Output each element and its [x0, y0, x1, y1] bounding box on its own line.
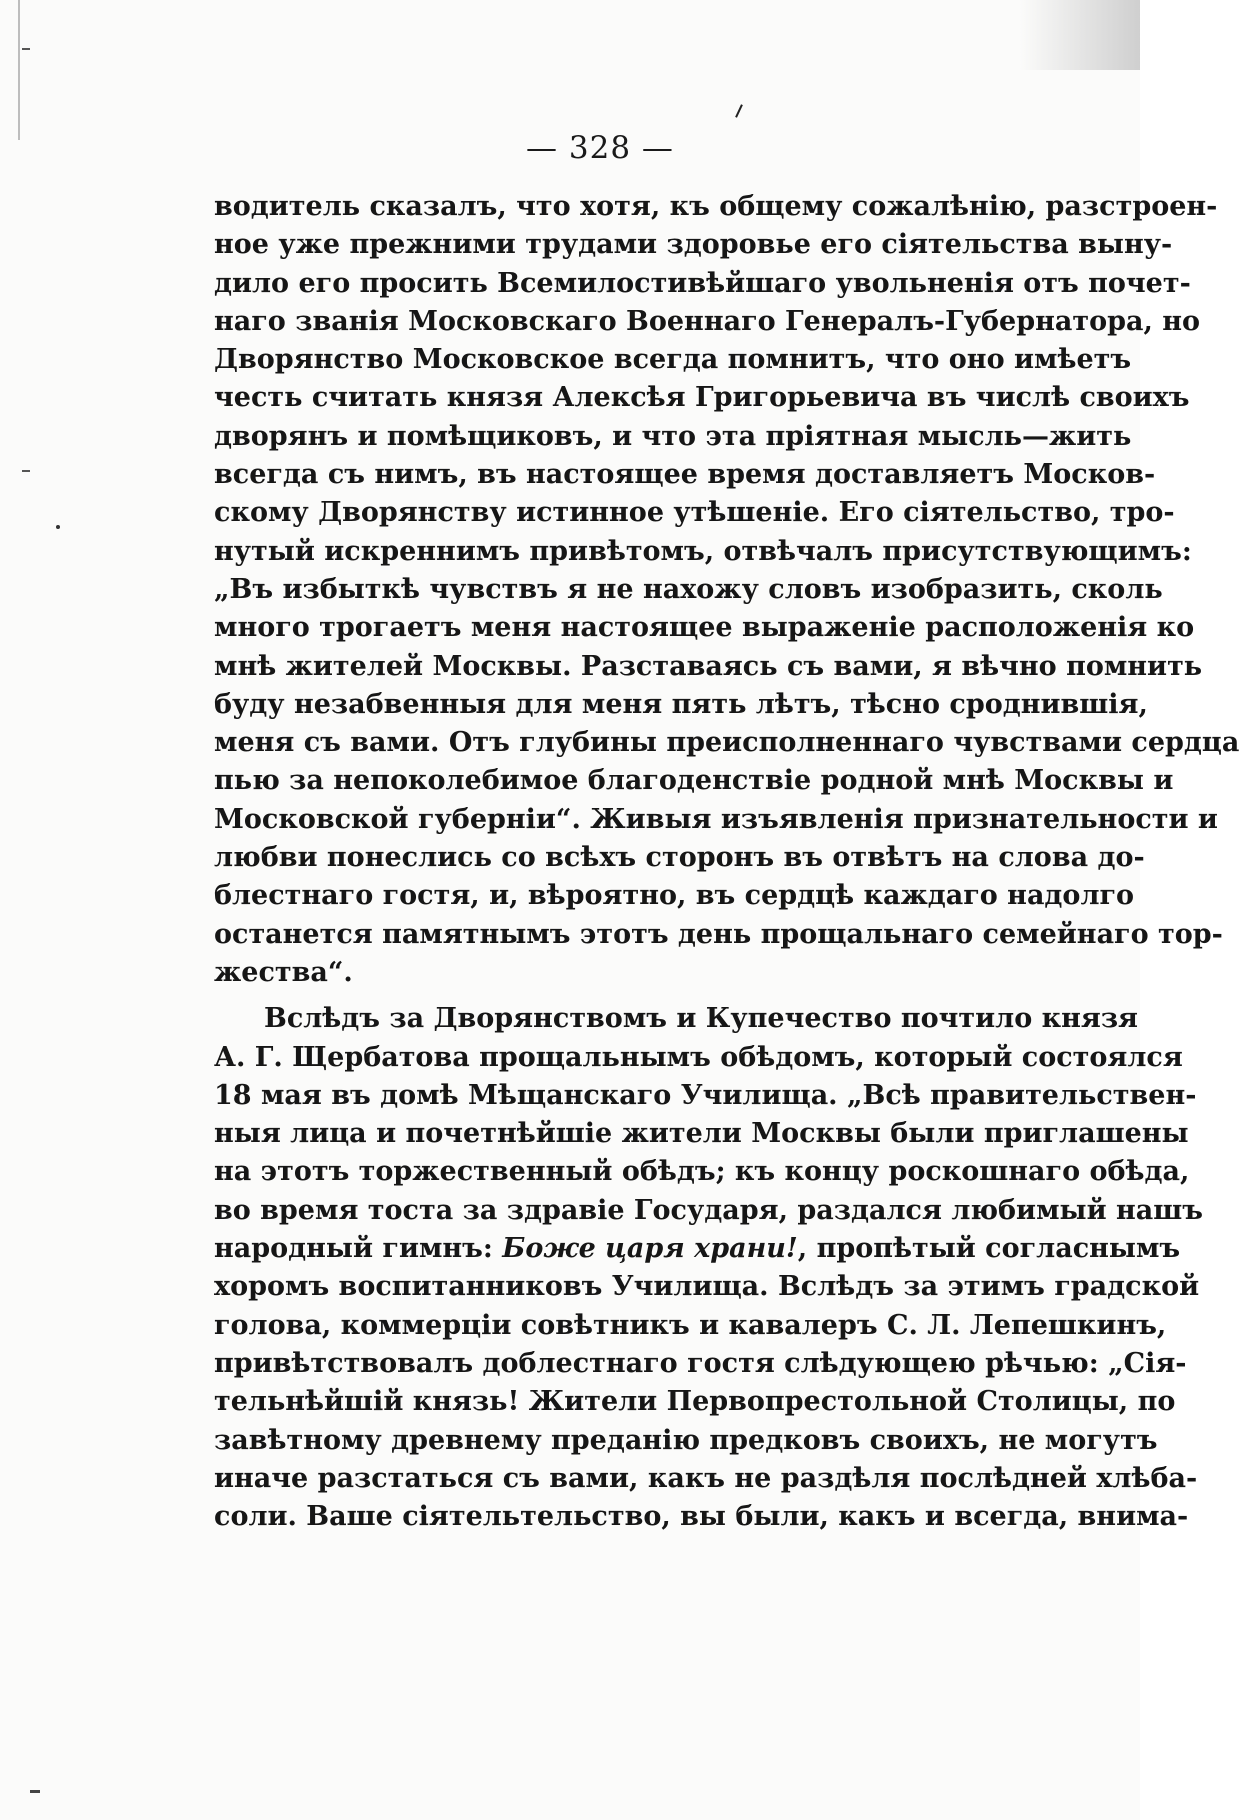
text-line: хоромъ воспитанниковъ Училища. Вслѣдъ за этимъ градской — [214, 1271, 1200, 1303]
scan-edge-line — [18, 0, 20, 140]
text-line: ныя лица и почетнѣйшiе жители Москвы были приглашены — [214, 1118, 1189, 1150]
text-line: Московской губернiи“. Живыя изъявленiя признательности и — [214, 803, 1218, 835]
scan-shadow — [1020, 0, 1140, 70]
text-line: Дворянство Московское всегда помнитъ, что оно имѣетъ — [214, 344, 1132, 376]
italic-title: Боже царя храни! — [502, 1233, 798, 1265]
text-line: блестнаго гостя, и, вѣроятно, въ сердцѣ каждаго надолго — [214, 880, 1135, 912]
text-line: ное уже прежними трудами здоровье его сiятельства выну- — [214, 229, 1173, 261]
text-line: А. Г. Щербатова прощальнымъ обѣдомъ, который состоялся — [214, 1041, 1183, 1073]
scan-speck — [30, 1790, 40, 1793]
text-line: честь считать князя Алексѣя Григорьевича въ числѣ своихъ — [214, 382, 1190, 414]
text-line: любви понеслись со всѣхъ сторонъ въ отвѣтъ на слова до- — [214, 842, 1145, 874]
text-line: всегда съ нимъ, въ настоящее время доставляетъ Москов- — [214, 459, 1156, 491]
text-line-with-italic — [214, 1230, 1181, 1268]
text-line: мнѣ жителей Москвы. Разставаясь съ вами, я вѣчно помнить — [214, 650, 1203, 682]
text-line: буду незабвенныя для меня пять лѣтъ, тѣсно сроднившiя, — [214, 688, 1148, 720]
text-line: дило его просить Всемилостивѣйшаго увольненiя отъ почет- — [214, 267, 1191, 299]
scan-speck — [56, 525, 60, 529]
text-line: нутый искреннимъ привѣтомъ, отвѣчалъ присутствующимъ: — [214, 535, 1192, 567]
text-line: скому Дворянству истинное утѣшенiе. Его сiятельство, тро- — [214, 497, 1175, 529]
text-line: на этотъ торжественный обѣдъ; къ концу роскошнаго обѣда, — [214, 1156, 1190, 1188]
scan-edge-tick — [22, 48, 30, 50]
text-line: привѣтствовалъ доблестнаго гостя слѣдующею рѣчью: „Сiя- — [214, 1347, 1187, 1379]
text-fragment: народный гимнъ: — [214, 1233, 503, 1265]
paragraph-gap — [214, 992, 1040, 1000]
text-line: меня съ вами. Отъ глубины преисполненнаго чувствами сердца — [214, 727, 1239, 759]
text-line: 18 мая въ домѣ Мѣщанскаго Училища. „Всѣ правительствен- — [214, 1079, 1197, 1111]
text-line: соли. Ваше сiятельтельство, вы были, какъ и всегда, внима- — [214, 1501, 1189, 1533]
text-line: останется памятнымъ этотъ день прощальнаго семейнаго тор- — [214, 918, 1223, 950]
scan-edge-tick — [22, 470, 30, 472]
scan-speck — [735, 104, 743, 118]
text-line: иначе разстаться съ вами, какъ не раздѣля послѣдней хлѣба- — [214, 1462, 1198, 1494]
body-text — [214, 188, 1239, 1536]
text-line: тельнѣйшiй князь! Жители Первопрестольной Столицы, по — [214, 1386, 1176, 1418]
text-line: наго званiя Московскаго Военнаго Генералъ-Губернатора, но — [214, 305, 1201, 337]
text-line: жества“. — [214, 956, 353, 988]
text-line: водитель сказалъ, что хотя, къ общему сожалѣнію, разстроен- — [214, 191, 1218, 222]
text-line: много трогаетъ меня настоящее выраженiе расположенiя ко — [214, 612, 1195, 644]
text-line: завѣтному древнему преданiю предковъ своихъ, не могутъ — [214, 1424, 1158, 1456]
text-line: пью за непоколебимое благоденствiе родной мнѣ Москвы и — [214, 765, 1174, 797]
text-fragment: , пропѣтый согласнымъ — [797, 1233, 1181, 1265]
text-line: „Въ избыткѣ чувствъ я не нахожу словъ изобразить, сколь — [214, 573, 1163, 605]
text-line: во время тоста за здравiе Государя, раздался любимый нашъ — [214, 1194, 1204, 1226]
page-number: — 328 — — [526, 130, 674, 166]
text-line: Вслѣдъ за Дворянствомъ и Купечество почтило князя — [264, 1003, 1138, 1035]
text-line: голова, коммерцiи совѣтникъ и кавалеръ С. Л. Лепешкинъ, — [214, 1309, 1167, 1341]
text-line: дворянъ и помѣщиковъ, и что эта прiятная мысль—жить — [214, 420, 1132, 452]
